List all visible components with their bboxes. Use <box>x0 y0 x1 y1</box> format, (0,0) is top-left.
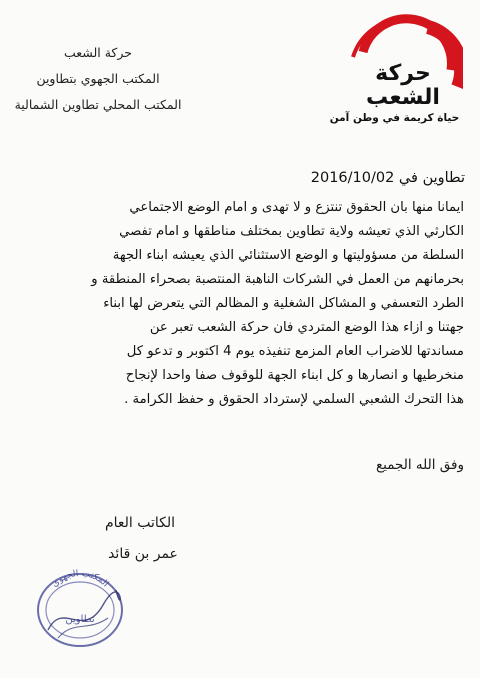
body-line: الكارثي الذي تعيشه ولاية تطاوين بمختلف مناطقها و امام تفصي <box>119 224 464 239</box>
signer-title: الكاتب العام <box>104 515 176 531</box>
svg-text:تطاوين: تطاوين <box>65 614 95 625</box>
official-stamp <box>28 560 128 650</box>
party-logo <box>333 12 463 124</box>
letter-body <box>24 196 464 412</box>
letterhead-text <box>8 40 188 118</box>
org-name: حركة الشعب <box>64 45 132 60</box>
regional-office: المكتب الجهوي بتطاوين <box>36 71 160 86</box>
body-line: السلطة من مسؤوليتها و الوضع الاستثنائي الذي يعيشه ابناء الجهة <box>112 248 464 263</box>
svg-text:المكتب الجهوي: المكتب الجهوي <box>49 568 111 590</box>
closing-line: وفق الله الجميع <box>375 457 464 473</box>
svg-text:الشعب: الشعب <box>366 85 440 110</box>
body-line: الطرد التعسفي و المشاكل الشغلية و المظالم التي يتعرض لها ابناء <box>103 296 464 311</box>
party-slogan: حياة كريمة في وطن آمن <box>329 112 460 124</box>
date-line: تطاوين في 2016/10/02 <box>310 170 465 186</box>
body-line: ايمانا منها بان الحقوق تنتزع و لا تهدى و امام الوضع الاجتماعي <box>129 200 464 215</box>
signer-name: عمر بن قائد <box>108 546 178 562</box>
local-office: المكتب المحلي تطاوين الشمالية <box>14 97 182 112</box>
body-line: هذا التحرك الشعبي السلمي لإسترداد الحقوق و حفظ الكرامة . <box>124 392 464 407</box>
body-line: منخرطيها و انصارها و كل ابناء الجهة للوقوف صفا واحدا لإنجاح <box>125 368 464 383</box>
body-line: جهتنا و ازاء هذا الوضع المتردي فان حركة الشعب تعبر عن <box>149 320 464 335</box>
body-line: مساندتها للاضراب العام المزمع تنفيذه يوم 4 اكتوبر و تدعو كل <box>126 344 464 359</box>
svg-text:حركة: حركة <box>375 61 431 86</box>
body-line: بحرمانهم من العمل في الشركات الناهبة المنتصبة بصحراء المنطقة و <box>91 272 464 287</box>
